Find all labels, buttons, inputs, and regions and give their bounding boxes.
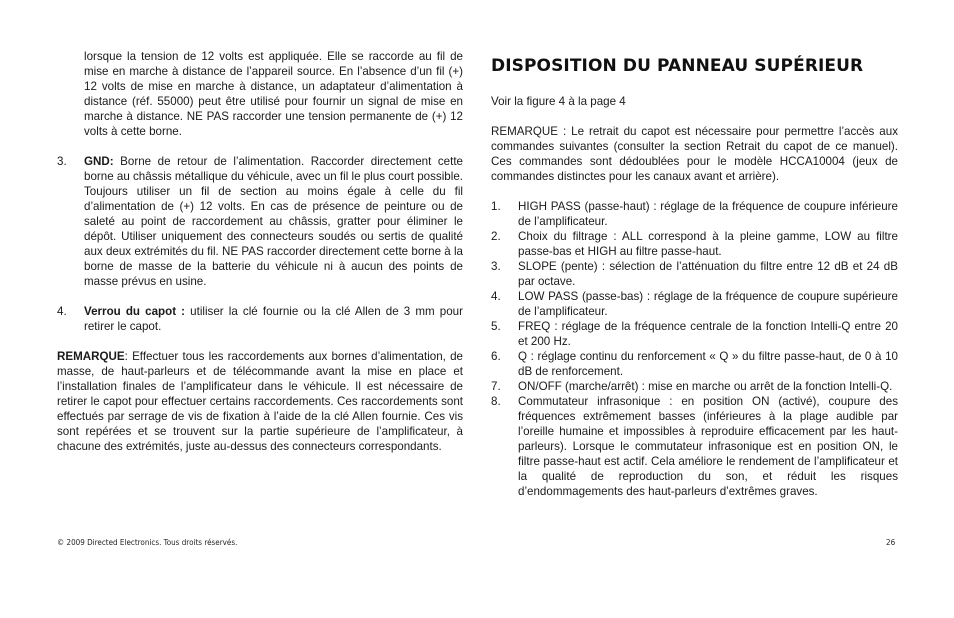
list-item [491,259,898,289]
item-body: utiliser la clé fournie ou la clé Allen de 3 mm pour retirer le capot. [84,305,463,333]
item-text: HIGH PASS (passe-haut) : réglage de la fréquence de coupure inférieure de l’amplificateur. [518,200,898,228]
list-item [491,319,898,349]
item-number: 7. [491,380,501,393]
right-column [491,49,898,499]
item-number: 1. [491,200,501,213]
list-item [491,199,898,229]
note-label: REMARQUE [57,350,125,363]
item-text: Q : réglage continu du renforcement « Q » du filtre passe-haut, de 0 à 10 dB de renforcement. [518,350,898,378]
item-number: 3. [57,155,67,168]
note-paragraph [57,349,463,454]
item-text [84,154,463,289]
note-paragraph: REMARQUE : Le retrait du capot est nécessaire pour permettre l’accès aux commandes suivantes (consulter la section Retrait du capot de ce manuel). Ces commandes sont dédoublées pour le modèle HCCA10004 (jeux de commandes distinctes pour les canaux avant et arrière). [491,125,898,183]
item-text: FREQ : réglage de la fréquence centrale de la fonction Intelli-Q entre 20 et 200 Hz. [518,320,898,348]
item-number: 8. [491,395,501,408]
item-text: SLOPE (pente) : sélection de l’atténuation du filtre entre 12 dB et 24 dB par octave. [518,260,898,288]
list-item [491,289,898,319]
item-label: Verrou du capot : [84,305,186,318]
section-heading: DISPOSITION DU PANNEAU SUPÉRIEUR [491,56,864,76]
list-item [491,229,898,259]
item-body: Borne de retour de l’alimentation. Raccorder directement cette borne au châssis métallique du véhicule, avec un fil le plus court possible. Toujours utiliser un fil de section au moins égale à celle du fil d’alimentation de (+) 12 volts. En cas de présence de peinture ou de saleté au point de raccordement au châssis, gratter pour éliminer le dépôt. Utiliser uniquement des connecteurs soudés ou sertis de qualité aux deux extrémités du fil. NE PAS raccorder directement cette borne à la borne de masse de la batterie du véhicule ni à aucun des points de masse prévus en usine. [84,155,463,288]
item-text [84,304,463,334]
page-number: 26 [886,538,896,547]
list-item [57,154,463,289]
figure-reference: Voir la figure 4 à la page 4 [491,95,626,108]
item-text: ON/OFF (marche/arrêt) : mise en marche ou arrêt de la fonction Intelli-Q. [518,380,893,393]
intro-paragraph: lorsque la tension de 12 volts est appliquée. Elle se raccorde au fil de mise en marche à distance de l’appareil source. En l’absence d’un fil (+) 12 volts de mise en marche à distance, un adaptateur d’alimentation à distance (réf. 55000) peut être utilisé pour fournir un signal de mise en marche à distance. NE PAS raccorder une tension permanente de (+) 12 volts à cette borne. [84,50,463,138]
controls-list [491,199,898,499]
item-text: Commutateur infrasonique : en position ON (activé), coupure des fréquences extrêmement basses (inférieures à la plage audible par l’oreille humaine et impossibles à reproduire efficacement par les haut-parleurs). Lorsque le commutateur infrasonique est en position ON, le filtre passe-haut est actif. Cela améliore le rendement de l’amplificateur et la qualité de reproduction du son, et réduit les risques d’endommagements des haut-parleurs d’extrêmes graves. [518,395,898,498]
list-item [491,349,898,379]
item-number: 6. [491,350,501,363]
list-item [491,379,898,394]
note-text: : Effectuer tous les raccordements aux bornes d’alimentation, de masse, de haut-parleurs et de télécommande avant la mise en place et l’installation finales de l’amplificateur dans le véhicule. Il est nécessaire de retirer le capot pour effectuer certains raccordements. Ces raccordements sont effectués par serrage de vis de fixation à l’aide de la clé Allen fournie. Ces vis sont repérées et se trouvent sur la partie supérieure de l’amplificateur, à chacune des extrémités, juste au-dessus des connecteurs correspondants. [57,350,463,453]
copyright-notice: © 2009 Directed Electronics. Tous droits réservés. [57,538,238,547]
item-number: 2. [491,230,501,243]
left-column [57,49,463,454]
item-label: GND: [84,155,114,168]
item-number: 5. [491,320,501,333]
item-number: 3. [491,260,501,273]
item-number: 4. [491,290,501,303]
item-number: 4. [57,305,67,318]
list-item [491,394,898,499]
list-item [57,304,463,334]
item-text: Choix du filtrage : ALL correspond à la pleine gamme, LOW au filtre passe-bas et HIGH au filtre passe-haut. [518,230,898,258]
item-text: LOW PASS (passe-bas) : réglage de la fréquence de coupure supérieure de l’amplificateur. [518,290,898,318]
